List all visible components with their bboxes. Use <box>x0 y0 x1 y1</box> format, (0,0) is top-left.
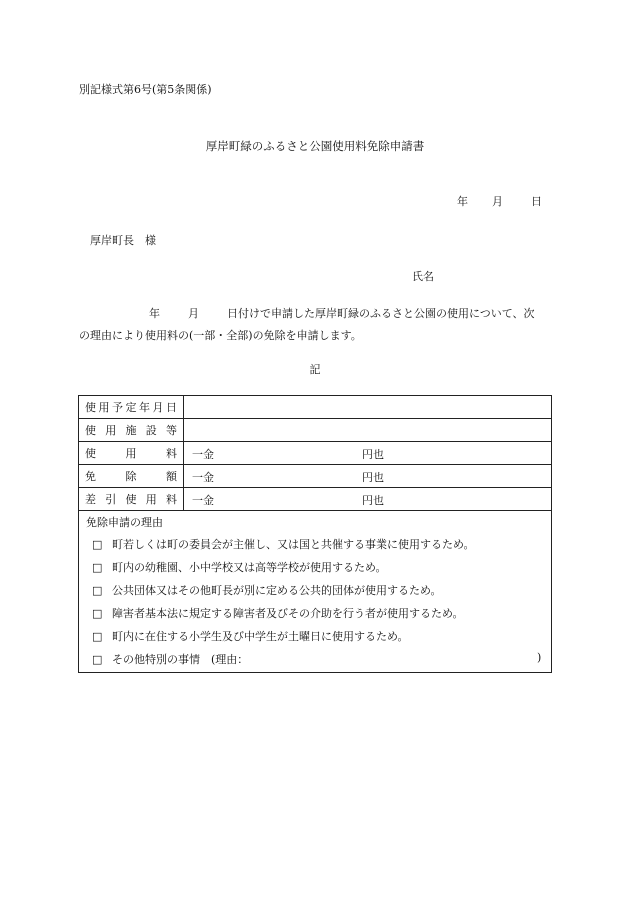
row-label: 使用予定年月日 <box>79 396 184 419</box>
ki-heading: 記 <box>309 363 321 376</box>
form-label: 別記様式第6号(第5条関係) <box>79 83 212 96</box>
table-row <box>79 465 552 488</box>
amount-prefix: 一金 <box>192 471 214 484</box>
body-line1: 日付けで申請した厚岸町緑のふるさと公園の使用について、次 <box>227 307 535 320</box>
checkbox[interactable]: □ <box>92 630 103 643</box>
body-text <box>79 303 553 347</box>
body-month: 月 <box>188 307 199 320</box>
amount-suffix: 円也 <box>362 494 384 507</box>
reason-text: その他特別の事情 (理由： <box>112 653 249 666</box>
row-label: 使用料 <box>79 442 184 465</box>
reason-text: 障害者基本法に規定する障害者及びその介助を行う者が使用するため。 <box>112 607 464 620</box>
amount-prefix: 一金 <box>192 494 214 507</box>
checkbox[interactable]: □ <box>92 653 103 666</box>
reason-text: 公共団体又はその他町長が別に定める公共的団体が使用するため。 <box>112 584 442 597</box>
reason-item <box>92 628 409 644</box>
addressee: 厚岸町長 様 <box>90 234 156 247</box>
amount-suffix: 円也 <box>362 448 384 461</box>
usage-date-field[interactable] <box>184 396 552 419</box>
date-month-label: 月 <box>492 195 503 208</box>
reason-text: 町若しくは町の委員会が主催し、又は国と共催する事業に使用するため。 <box>112 538 475 551</box>
table-row <box>79 419 552 442</box>
body-year: 年 <box>149 307 160 320</box>
reason-item <box>92 651 547 667</box>
body-line2: の理由により使用料の(一部・全部)の免除を申請します。 <box>79 329 362 342</box>
reasons-section <box>78 508 552 673</box>
table-row <box>79 442 552 465</box>
usage-fee-field[interactable] <box>184 442 552 465</box>
date-year-label: 年 <box>457 195 468 208</box>
reason-text: 町内に在住する小学生及び中学生が土曜日に使用するため。 <box>112 630 409 643</box>
row-label: 差引使用料 <box>79 488 184 511</box>
amount-suffix: 円也 <box>362 471 384 484</box>
reason-text: 町内の幼稚園、小中学校又は高等学校が使用するため。 <box>112 561 387 574</box>
reason-item <box>92 582 442 598</box>
checkbox[interactable]: □ <box>92 607 103 620</box>
reason-item <box>92 559 387 575</box>
reason-item <box>92 536 475 552</box>
amount-prefix: 一金 <box>192 448 214 461</box>
date-line <box>457 193 542 209</box>
date-day-label: 日 <box>531 195 542 208</box>
checkbox[interactable]: □ <box>92 561 103 574</box>
checkbox[interactable]: □ <box>92 538 103 551</box>
facility-field[interactable] <box>184 419 552 442</box>
exemption-amount-field[interactable] <box>184 465 552 488</box>
checkbox[interactable]: □ <box>92 584 103 597</box>
row-label: 免除額 <box>79 465 184 488</box>
row-label: 使用施設等 <box>79 419 184 442</box>
document-title: 厚岸町緑のふるさと公園使用料免除申請書 <box>205 139 425 153</box>
reason-item <box>92 605 464 621</box>
fee-table <box>78 395 552 511</box>
applicant-name-label: 氏名 <box>412 270 434 283</box>
close-paren: ) <box>537 651 542 664</box>
reasons-title: 免除申請の理由 <box>86 516 163 529</box>
table-row <box>79 396 552 419</box>
